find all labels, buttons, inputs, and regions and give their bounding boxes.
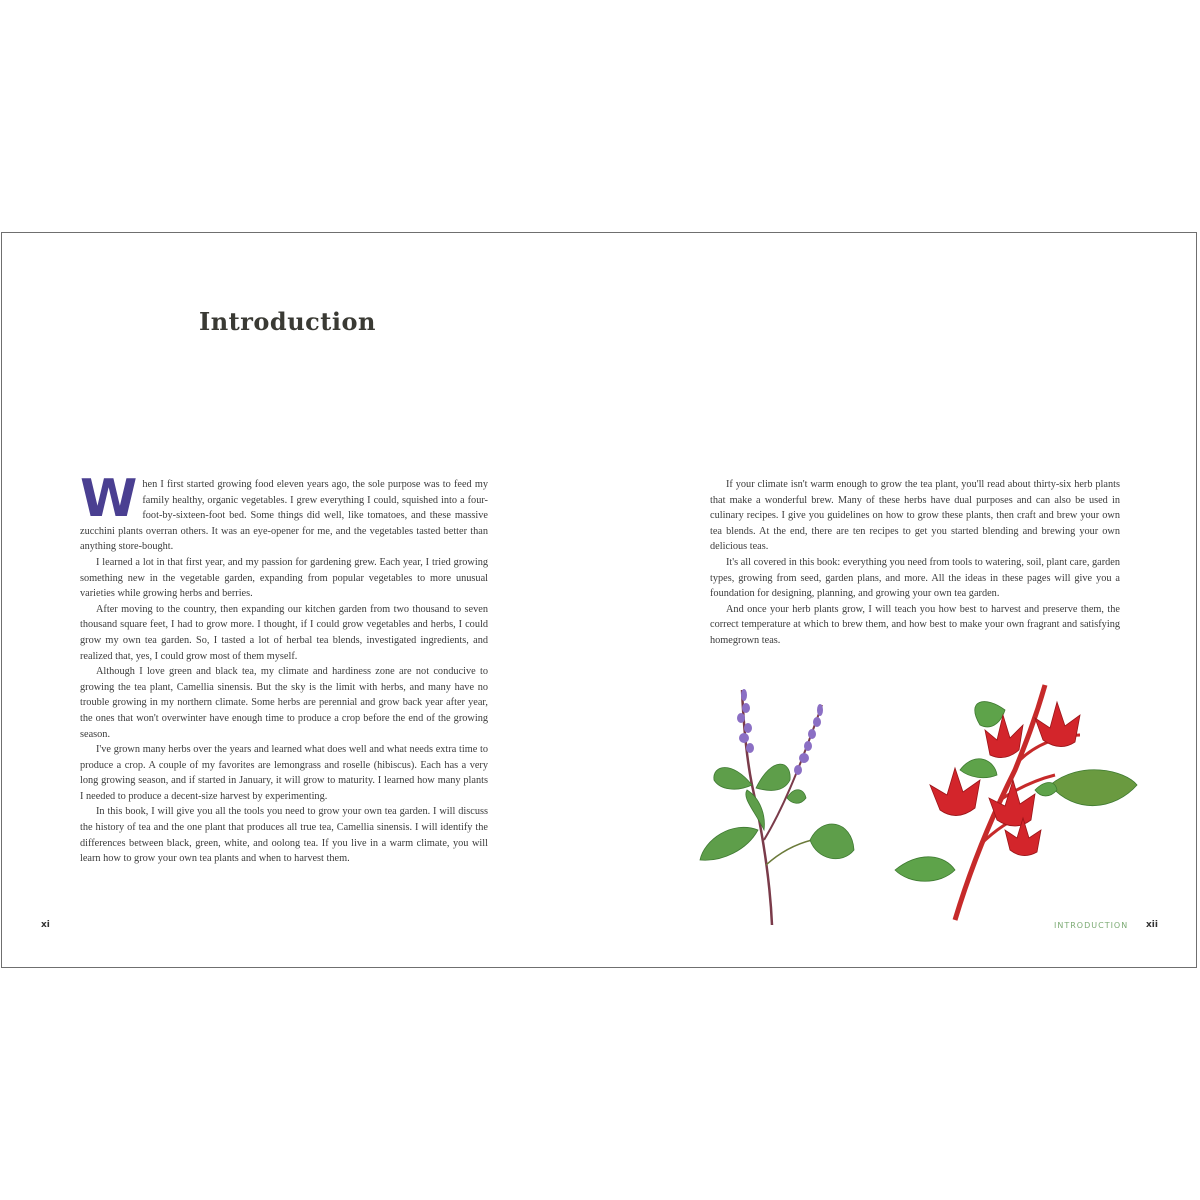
paragraph-1 xyxy=(80,469,488,555)
paragraph-8: It's all covered in this book: everything you need from tools to watering, soil, plant care, garden types, growing from seed, garden plans, and more. All the ideas in these pages will give you a foundation for designing, planning, and growing your own tea garden. xyxy=(710,556,1120,600)
paragraph-7: If your climate isn't warm enough to grow the tea plant, you'll read about thirty-six herb plants that make a wonderful brew. Many of these herbs have dual purposes and can also be used in culinary recipes. I give you guidelines on how to grow these plants, then craft and brew your own tea blends. At the end, there are ten recipes to get you started blending and brewing your own delicious teas. xyxy=(710,479,1120,553)
paragraph-1-text: hen I first started growing food eleven years ago, the sole purpose was to feed my family healthy, organic vegetables. I grew everything I could, squished into a four-foot-by-sixteen-foot bed. Some things did well, like tomatoes, and these massive zucchini plants overran others. It was an eye-opener for me, and the vegetables tasted better than anything store-bought. xyxy=(80,479,488,553)
paragraph-4: Although I love green and black tea, my climate and hardiness zone are not conducive to growing the tea plant, Camellia sinensis. But the sky is the limit with herbs, and many have no trouble growing in my northern climate. Some herbs are perennial and grow back year after year, the ones that won't overwinter have enough time to produce a crop before the end of the growing season. xyxy=(80,666,488,740)
drop-cap: W xyxy=(80,469,138,529)
running-head: INTRODUCTION xyxy=(1054,921,1129,930)
roselle-calyxes xyxy=(930,702,1080,856)
basil-flower-spikes xyxy=(737,689,823,775)
paragraph-9: And once your herb plants grow, I will teach you how best to harvest and preserve them, the correct temperature at which to brew them, and how best to make your own fragrant and satisfying homegrown teas. xyxy=(710,603,1120,646)
paragraph-6: In this book, I will give you all the tools you need to grow your own tea garden. I will discuss the history of tea and the one plant that produces all true tea, Camellia sinensis. I will identify the differences between black, green, white, and oolong tea. If you live in a warm climate, you will learn how to grow your own tea plants and when to harvest them. xyxy=(80,806,488,865)
holy-basil-illustration xyxy=(692,680,862,930)
paragraph-3: After moving to the country, then expanding our kitchen garden from two thousand to seven thousand square feet, I had to grow more. I thought, if I could grow vegetables and herbs, I could grow my own tea garden. So, I tasted a lot of herbal tea blends, investigated ingredients, and realized that, yes, I could grow most of them myself. xyxy=(80,603,488,662)
right-page-number: xii xyxy=(1146,920,1158,930)
paragraph-2: I learned a lot in that first year, and my passion for gardening grew. Each year, I tried growing something new in the vegetable garden, expanding from popular vegetables to more unusual varieties while growing herbs and berries. xyxy=(80,556,488,600)
right-text-column xyxy=(710,477,1120,649)
page-title: Introduction xyxy=(199,307,376,336)
roselle-hibiscus-illustration xyxy=(885,680,1140,925)
basil-leaves xyxy=(700,764,854,860)
left-text-column xyxy=(80,469,488,867)
paragraph-5: I've grown many herbs over the years and learned what does well and what needs extra time to produce a crop. A couple of my favorites are lemongrass and roselle (hibiscus). Each has a very long growing season, and if started in January, it will grow to maturity. I learned how many plants I needed to produce a decent-size harvest by experimenting. xyxy=(80,744,488,802)
left-page-number: xi xyxy=(41,920,50,930)
